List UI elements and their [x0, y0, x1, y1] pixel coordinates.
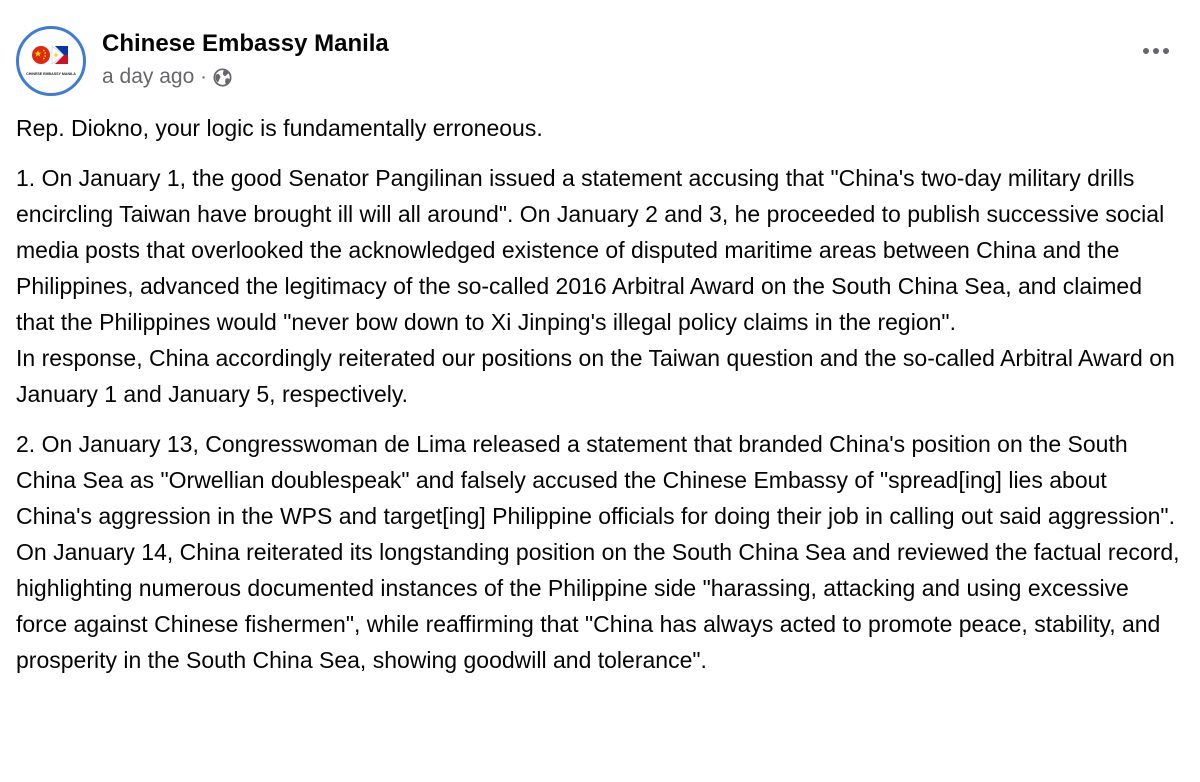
avatar-caption: CHINESE EMBASSY MANILA [26, 72, 76, 76]
post-paragraph-intro: Rep. Diokno, your logic is fundamentally erroneous. [16, 115, 543, 141]
more-options-button[interactable] [1136, 36, 1176, 66]
meta-separator: · [200, 65, 207, 88]
post-text [16, 110, 1184, 692]
post-timestamp[interactable]: a day ago [102, 65, 195, 88]
more-options-icon [1142, 47, 1170, 55]
post-meta [102, 64, 232, 90]
page-name-link[interactable]: Chinese Embassy Manila [102, 30, 389, 57]
post-paragraph-point-1: 1. On January 1, the good Senator Pangilinan issued a statement accusing that "China's two-day military drills encircling Taiwan have brought ill will all around". On January 2 and 3, he proceeded to publish successive social media posts that overlooked the acknowledged existence of disputed maritime areas between China and the Philippines, advanced the legitimacy of the so-called 2016 Arbitral Award on the South China Sea, and claimed that the Philippines would "never bow down to Xi Jinping's illegal policy claims in the region". In response, China accordingly reiterated our positions on the Taiwan question and the so-called Arbitral Award on January 1 and January 5, respectively. [16, 165, 1175, 407]
post-header [16, 18, 1184, 98]
globe-icon[interactable] [213, 68, 232, 87]
page-avatar[interactable] [16, 26, 86, 96]
post-paragraph-point-2: 2. On January 13, Congresswoman de Lima released a statement that branded China's position on the South China Sea as "Orwellian doublespeak" and falsely accused the Chinese Embassy of "spread[ing] lies about China's aggression in the WPS and target[ing] Philippine officials for doing their job in calling out said aggression". On January 14, China reiterated its longstanding position on the South China Sea and reviewed the factual record, highlighting numerous documented instances of the Philippine side "harassing, attacking and using excessive force against Chinese fishermen", while reaffirming that "China has always acted to promote peace, stability, and prosperity in the South China Sea, showing goodwill and tolerance". [16, 431, 1180, 673]
embassy-logo-icon [19, 29, 83, 93]
